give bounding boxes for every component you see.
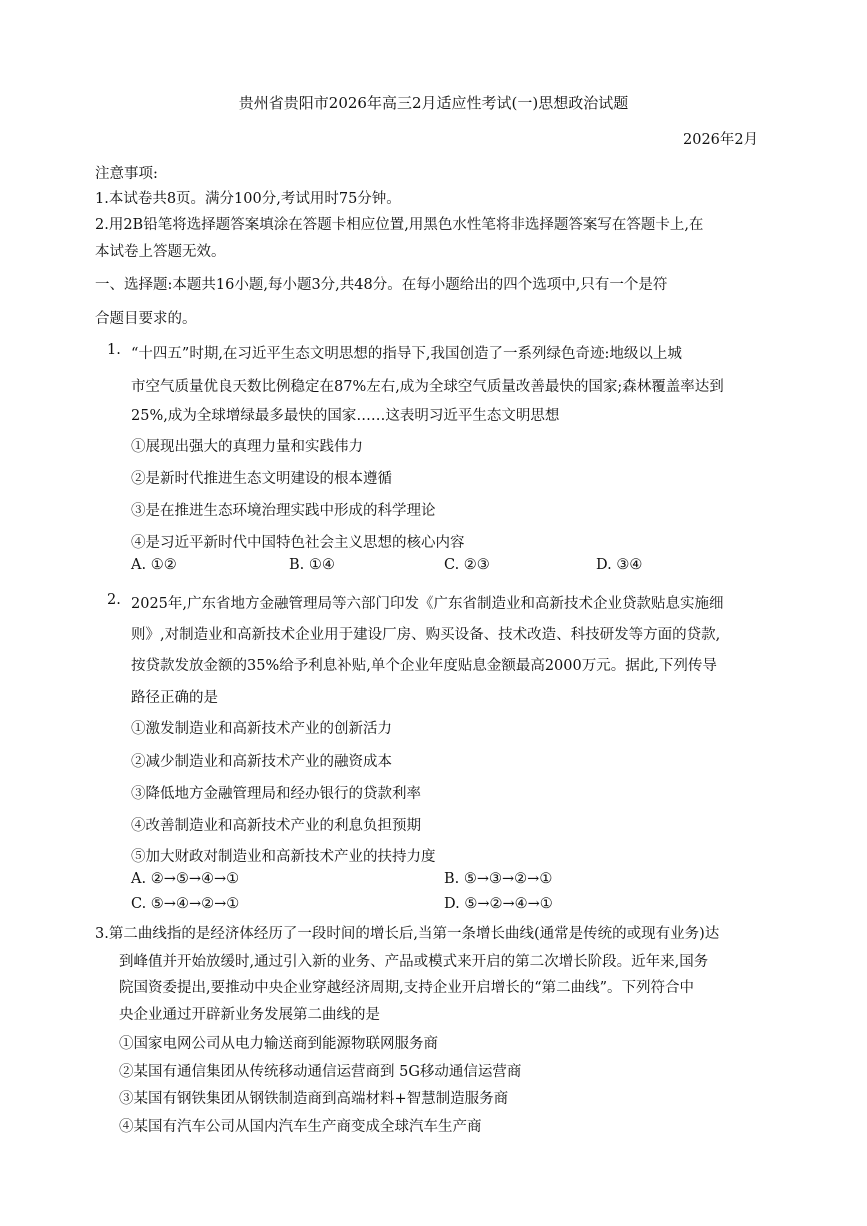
question-1-option-a[interactable]: A. ①② [131, 557, 177, 573]
question-3-statement-2: ②某国有通信集团从传统移动通信运营商到 5G移动通信运营商 [119, 1064, 522, 1080]
question-2-number: 2. [107, 592, 121, 608]
question-2-statement-3: ③降低地方金融管理局和经办银行的贷款利率 [131, 786, 421, 802]
question-2-stem: 2025年,广东省地方金融管理局等六部门印发《广东省制造业和高新技术企业贷款贴息实施细 [131, 596, 724, 612]
question-2-statement-2: ②减少制造业和高新技术产业的融资成本 [131, 754, 392, 770]
question-3-statement-1: ①国家电网公司从电力输送商到能源物联网服务商 [119, 1036, 438, 1052]
question-1-stem: “十四五”时期,在习近平生态文明思想的指导下,我国创造了一系列绿色奇迹:地级以上城 [131, 346, 682, 362]
question-1-statement-3: ③是在推进生态环境治理实践中形成的科学理论 [131, 503, 436, 519]
question-1-statement-1: ①展现出强大的真理力量和实践伟力 [131, 439, 363, 455]
question-2-option-d[interactable]: D. ⑤→②→④→① [444, 896, 553, 912]
question-2-option-c[interactable]: C. ⑤→④→②→① [131, 896, 240, 912]
question-2-statement-5: ⑤加大财政对制造业和高新技术产业的扶持力度 [131, 849, 436, 865]
notice-item-2: 2.用2B铅笔将选择题答案填涂在答题卡相应位置,用黑色水性笔将非选择题答案写在答题卡上,在 [95, 217, 704, 233]
question-3-stem: 3.第二曲线指的是经济体经历了一段时间的增长后,当第一条增长曲线(通常是传统的或现有业务)达 [95, 926, 720, 942]
notice-item-1: 1.本试卷共8页。满分100分,考试用时75分钟。 [95, 191, 401, 207]
question-2-stem-line-4: 路径正确的是 [131, 690, 218, 706]
question-2-option-a[interactable]: A. ②→⑤→④→① [131, 871, 240, 887]
question-1-option-d[interactable]: D. ③④ [596, 557, 643, 573]
page-title: 贵州省贵阳市2026年高三2月适应性考试(一)思想政治试题 [238, 94, 629, 112]
question-1-stem-line-2: 市空气质量优良天数比例稳定在87%左右,成为全球空气质量改善最快的国家;森林覆盖率达到 [131, 379, 724, 395]
question-1-statement-4: ④是习近平新时代中国特色社会主义思想的核心内容 [131, 535, 465, 551]
question-1-option-c[interactable]: C. ②③ [444, 557, 490, 573]
section-heading: 一、选择题:本题共16小题,每小题3分,共48分。在每小题给出的四个选项中,只有一个是符 [95, 277, 668, 293]
question-2-statement-1: ①激发制造业和高新技术产业的创新活力 [131, 721, 392, 737]
question-2-statement-4: ④改善制造业和高新技术产业的利息负担预期 [131, 818, 421, 834]
question-3-stem-line-2: 到峰值并开始放缓时,通过引入新的业务、产品或模式来开启的第二次增长阶段。近年来,国务 [119, 954, 709, 970]
question-3-statement-4: ④某国有汽车公司从国内汽车生产商变成全球汽车生产商 [119, 1119, 482, 1135]
question-2-stem-line-2: 则》,对制造业和高新技术企业用于建设厂房、购买设备、技术改造、科技研发等方面的贷款, [131, 627, 721, 643]
question-2-option-b[interactable]: B. ⑤→③→②→① [444, 871, 553, 887]
notice-heading: 注意事项: [95, 166, 158, 182]
question-3-statement-3: ③某国有钢铁集团从钢铁制造商到高端材料+智慧制造服务商 [119, 1091, 509, 1107]
question-1-number: 1. [107, 342, 121, 358]
section-heading-cont: 合题目要求的。 [95, 311, 197, 327]
exam-date: 2026年2月 [683, 132, 759, 148]
question-1-stem-line-3: 25%,成为全球增绿最多最快的国家……这表明习近平生态文明思想 [131, 408, 560, 424]
question-3-stem-line-4: 央企业通过开辟新业务发展第二曲线的是 [119, 1007, 380, 1023]
question-1-option-b[interactable]: B. ①④ [289, 557, 335, 573]
question-2-stem-line-3: 按贷款发放金额的35%给予利息补贴,单个企业年度贴息金额最高2000万元。据此,下列传导 [131, 658, 717, 674]
question-1-statement-2: ②是新时代推进生态文明建设的根本遵循 [131, 471, 392, 487]
notice-item-2-cont: 本试卷上答题无效。 [95, 244, 226, 260]
question-3-stem-line-3: 院国资委提出,要推动中央企业穿越经济周期,支持企业开启增长的“第二曲线”。下列符合中 [119, 980, 695, 996]
